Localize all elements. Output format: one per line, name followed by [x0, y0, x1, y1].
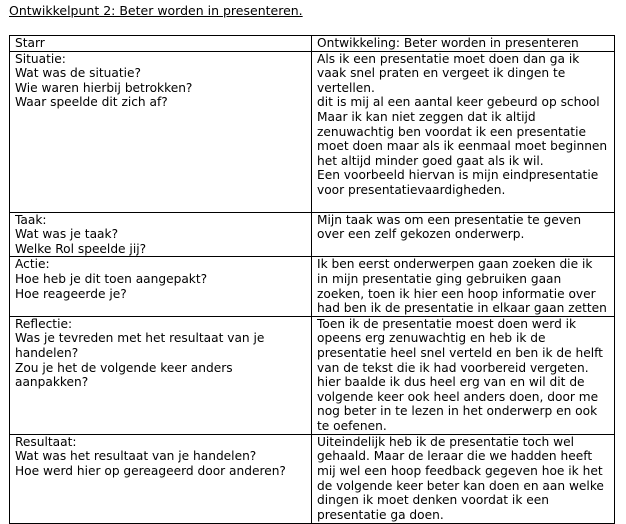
cell-line: vaak snel praten en vergeet ik dingen te: [317, 66, 566, 81]
cell-line: Hoe reageerde je?: [15, 286, 127, 301]
cell-line: aanpakken?: [15, 375, 89, 390]
row-situatie-right: [312, 51, 615, 212]
cell-line: het altijd minder goed gaat als ik wil.: [317, 153, 544, 168]
cell-line: dingen ik moet denken voordat ik een: [317, 493, 549, 508]
cell-line: Mijn taak was om een presentatie te geven: [317, 212, 582, 227]
cell-line: Ik ben eerst onderwerpen gaan zoeken die ik: [317, 257, 593, 272]
row-reflectie-right: [312, 316, 615, 434]
cell-line: in mijn presentatie ging gebruiken gaan: [317, 271, 562, 286]
table-row-resultaat: [10, 434, 615, 523]
cell-line: Taak:: [15, 212, 47, 227]
row-resultaat-left: [10, 434, 312, 523]
table-row-taak: [10, 212, 615, 257]
cell-line: voor presentatievaardigheden.: [317, 182, 506, 197]
header-ontwikkeling: Ontwikkeling: Beter worden in presenteren: [312, 36, 615, 52]
cell-line: Actie:: [15, 257, 50, 272]
cell-line: Toen ik de presentatie moest doen werd ik: [317, 316, 577, 331]
cell-line: Een voorbeeld hiervan is mijn eindpresentatie: [317, 168, 599, 183]
cell-line: presentatie heel snel verteld en ben ik de helft: [317, 345, 603, 360]
row-actie-left: [10, 257, 312, 316]
cell-line: dit is mij al een aantal keer gebeurd op school: [317, 95, 600, 110]
cell-line: Was je tevreden met het resultaat van je: [15, 331, 265, 346]
page-title: Ontwikkelpunt 2: Beter worden in presenteren.: [9, 3, 303, 18]
cell-line: volgende keer ook heel anders doen, door me: [317, 389, 599, 404]
cell-line: had ben ik de presentatie in elkaar gaan zetten: [317, 301, 607, 316]
cell-line: presentatie ga doen.: [317, 507, 444, 522]
cell-line: nog beter in te lezen in het onderwerp en ook: [317, 404, 598, 419]
table-header-row: [10, 36, 615, 52]
table-row-situatie: [10, 51, 615, 212]
row-situatie-left: [10, 51, 312, 212]
cell-line: over een zelf gekozen onderwerp.: [317, 227, 525, 242]
table-row-actie: [10, 257, 615, 316]
row-reflectie-left: [10, 316, 312, 434]
cell-line: Hoe werd hier op gereageerd door anderen?: [15, 463, 286, 478]
cell-line: zoeken, toen ik hier een hoop informatie over: [317, 286, 596, 301]
cell-line: Waar speelde dit zich af?: [15, 95, 168, 110]
cell-line: Welke Rol speelde jij?: [15, 241, 147, 256]
cell-line: Als ik een presentatie moet doen dan ga ik: [317, 51, 580, 66]
row-taak-right: [312, 212, 615, 257]
cell-line: opeens erg zenuwachtig en heb ik de: [317, 331, 546, 346]
cell-line: Hoe heb je dit toen aangepakt?: [15, 271, 208, 286]
cell-line: van de tekst die ik had voorbereid vergeten.: [317, 360, 589, 375]
cell-line: hier baalde ik dus heel erg van en wil dit de: [317, 375, 585, 390]
cell-line: de volgende keer beter kan doen en aan welke: [317, 478, 604, 493]
cell-line: Reflectie:: [15, 316, 73, 331]
cell-line: Wie waren hierbij betrokken?: [15, 80, 193, 95]
cell-line: vertellen.: [317, 80, 375, 95]
cell-line: moet doen maar als ik eenmaal moet beginnen: [317, 139, 608, 154]
cell-line: Maar ik kan niet zeggen dat ik altijd: [317, 109, 536, 124]
cell-line: handelen?: [15, 345, 79, 360]
header-starr: Starr: [10, 36, 312, 52]
cell-line: Resultaat:: [15, 434, 77, 449]
cell-line: gehaald. Maar de leraar die we hadden heeft: [317, 449, 593, 464]
cell-line: Wat was de situatie?: [15, 66, 141, 81]
cell-line: te oefenen.: [317, 418, 387, 433]
cell-line: Uiteindelijk heb ik de presentatie toch wel: [317, 434, 574, 449]
starr-table: [9, 35, 615, 524]
cell-line: mij wel een hoop feedback gegeven hoe ik het: [317, 463, 603, 478]
cell-line: Zou je het de volgende keer anders: [15, 360, 233, 375]
row-resultaat-right: [312, 434, 615, 523]
cell-line: Wat was je taak?: [15, 227, 119, 242]
table-row-reflectie: [10, 316, 615, 434]
cell-line: zenuwachtig ben voordat ik een presentatie: [317, 124, 586, 139]
cell-line: Situatie:: [15, 51, 66, 66]
row-actie-right: [312, 257, 615, 316]
cell-line: Wat was het resultaat van je handelen?: [15, 449, 257, 464]
row-taak-left: [10, 212, 312, 257]
